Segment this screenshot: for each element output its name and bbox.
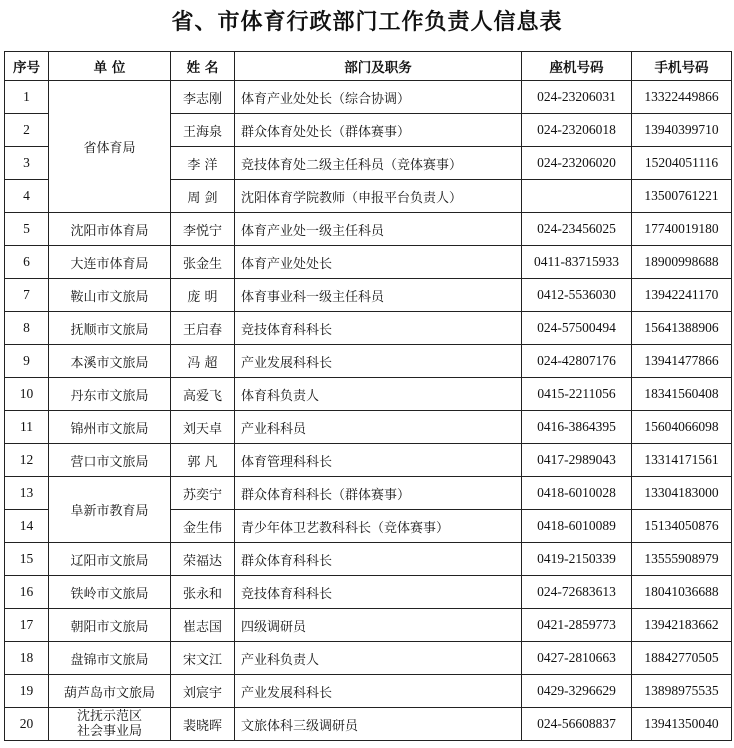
dept-cell: 青少年体卫艺教科科长（竞体赛事） bbox=[235, 510, 522, 543]
seq-cell: 17 bbox=[5, 609, 49, 642]
dept-cell: 群众体育科科长 bbox=[235, 543, 522, 576]
landline-cell: 024-23206031 bbox=[522, 81, 632, 114]
mobile-cell: 15204051116 bbox=[632, 147, 732, 180]
header-dept: 部门及职务 bbox=[235, 52, 522, 81]
landline-cell: 0415-2211056 bbox=[522, 378, 632, 411]
unit-cell: 鞍山市文旅局 bbox=[49, 279, 171, 312]
landline-cell: 024-56608837 bbox=[522, 708, 632, 741]
landline-cell: 024-23206020 bbox=[522, 147, 632, 180]
mobile-cell: 18842770505 bbox=[632, 642, 732, 675]
dept-cell: 群众体育处处长（群体赛事） bbox=[235, 114, 522, 147]
table-header-row bbox=[5, 52, 732, 81]
unit-cell: 辽阳市文旅局 bbox=[49, 543, 171, 576]
table-row bbox=[5, 444, 732, 477]
seq-cell: 18 bbox=[5, 642, 49, 675]
name-cell: 金生伟 bbox=[171, 510, 235, 543]
seq-cell: 6 bbox=[5, 246, 49, 279]
mobile-cell: 13322449866 bbox=[632, 81, 732, 114]
table-row bbox=[5, 378, 732, 411]
table-row bbox=[5, 642, 732, 675]
table-row bbox=[5, 246, 732, 279]
name-cell: 刘天卓 bbox=[171, 411, 235, 444]
name-cell: 刘宸宇 bbox=[171, 675, 235, 708]
name-cell: 李志刚 bbox=[171, 81, 235, 114]
dept-cell: 体育事业科一级主任科员 bbox=[235, 279, 522, 312]
mobile-cell: 15604066098 bbox=[632, 411, 732, 444]
dept-cell: 沈阳体育学院教师（申报平台负责人） bbox=[235, 180, 522, 213]
name-cell: 周 剑 bbox=[171, 180, 235, 213]
seq-cell: 5 bbox=[5, 213, 49, 246]
header-landline: 座机号码 bbox=[522, 52, 632, 81]
landline-cell: 0421-2859773 bbox=[522, 609, 632, 642]
mobile-cell: 13500761221 bbox=[632, 180, 732, 213]
name-cell: 冯 超 bbox=[171, 345, 235, 378]
dept-cell: 竞技体育科科长 bbox=[235, 576, 522, 609]
landline-cell: 024-23456025 bbox=[522, 213, 632, 246]
seq-cell: 12 bbox=[5, 444, 49, 477]
name-cell: 张永和 bbox=[171, 576, 235, 609]
unit-cell: 省体育局 bbox=[49, 81, 171, 213]
mobile-cell: 15641388906 bbox=[632, 312, 732, 345]
seq-cell: 11 bbox=[5, 411, 49, 444]
name-cell: 王启春 bbox=[171, 312, 235, 345]
mobile-cell: 13941350040 bbox=[632, 708, 732, 741]
unit-cell: 营口市文旅局 bbox=[49, 444, 171, 477]
name-cell: 崔志国 bbox=[171, 609, 235, 642]
dept-cell: 竞技体育科科长 bbox=[235, 312, 522, 345]
seq-cell: 10 bbox=[5, 378, 49, 411]
table-row bbox=[5, 213, 732, 246]
dept-cell: 体育科负责人 bbox=[235, 378, 522, 411]
unit-cell: 本溪市文旅局 bbox=[49, 345, 171, 378]
landline-cell: 0427-2810663 bbox=[522, 642, 632, 675]
unit-cell bbox=[49, 708, 171, 741]
mobile-cell: 13941477866 bbox=[632, 345, 732, 378]
seq-cell: 9 bbox=[5, 345, 49, 378]
table-row bbox=[5, 411, 732, 444]
header-mobile: 手机号码 bbox=[632, 52, 732, 81]
dept-cell: 体育产业处处长（综合协调） bbox=[235, 81, 522, 114]
seq-cell: 7 bbox=[5, 279, 49, 312]
table-row bbox=[5, 81, 732, 114]
mobile-cell: 13555908979 bbox=[632, 543, 732, 576]
table-row bbox=[5, 477, 732, 510]
mobile-cell: 13940399710 bbox=[632, 114, 732, 147]
mobile-cell: 18341560408 bbox=[632, 378, 732, 411]
dept-cell: 体育产业处一级主任科员 bbox=[235, 213, 522, 246]
dept-cell: 体育产业处处长 bbox=[235, 246, 522, 279]
header-name: 姓 名 bbox=[171, 52, 235, 81]
landline-cell: 024-72683613 bbox=[522, 576, 632, 609]
name-cell: 李悦宁 bbox=[171, 213, 235, 246]
name-cell: 荣福达 bbox=[171, 543, 235, 576]
mobile-cell: 17740019180 bbox=[632, 213, 732, 246]
dept-cell: 体育管理科科长 bbox=[235, 444, 522, 477]
unit-cell: 锦州市文旅局 bbox=[49, 411, 171, 444]
name-cell: 庞 明 bbox=[171, 279, 235, 312]
dept-cell: 四级调研员 bbox=[235, 609, 522, 642]
seq-cell: 2 bbox=[5, 114, 49, 147]
unit-line-2: 社会事业局 bbox=[76, 724, 142, 739]
page-title: 省、市体育行政部门工作负责人信息表 bbox=[171, 10, 563, 35]
mobile-cell: 13304183000 bbox=[632, 477, 732, 510]
seq-cell: 14 bbox=[5, 510, 49, 543]
name-cell: 王海泉 bbox=[171, 114, 235, 147]
landline-cell: 0416-3864395 bbox=[522, 411, 632, 444]
table-row bbox=[5, 543, 732, 576]
landline-cell: 024-23206018 bbox=[522, 114, 632, 147]
landline-cell: 024-57500494 bbox=[522, 312, 632, 345]
unit-cell: 大连市体育局 bbox=[49, 246, 171, 279]
landline-cell: 0411-83715933 bbox=[522, 246, 632, 279]
dept-cell: 产业科负责人 bbox=[235, 642, 522, 675]
seq-cell: 13 bbox=[5, 477, 49, 510]
table-row bbox=[5, 345, 732, 378]
table-row bbox=[5, 312, 732, 345]
table-row bbox=[5, 279, 732, 312]
seq-cell: 16 bbox=[5, 576, 49, 609]
unit-cell: 沈阳市体育局 bbox=[49, 213, 171, 246]
dept-cell: 文旅体科三级调研员 bbox=[235, 708, 522, 741]
unit-cell: 朝阳市文旅局 bbox=[49, 609, 171, 642]
mobile-cell: 13314171561 bbox=[632, 444, 732, 477]
table-row bbox=[5, 576, 732, 609]
dept-cell: 产业发展科科长 bbox=[235, 675, 522, 708]
info-table bbox=[4, 51, 732, 741]
unit-cell: 盘锦市文旅局 bbox=[49, 642, 171, 675]
mobile-cell: 18900998688 bbox=[632, 246, 732, 279]
unit-cell: 铁岭市文旅局 bbox=[49, 576, 171, 609]
table-row bbox=[5, 675, 732, 708]
name-cell: 张金生 bbox=[171, 246, 235, 279]
table-row bbox=[5, 609, 732, 642]
seq-cell: 3 bbox=[5, 147, 49, 180]
landline-cell: 0418-6010028 bbox=[522, 477, 632, 510]
name-cell: 李 洋 bbox=[171, 147, 235, 180]
mobile-cell: 15134050876 bbox=[632, 510, 732, 543]
name-cell: 宋文江 bbox=[171, 642, 235, 675]
mobile-cell: 13942241170 bbox=[632, 279, 732, 312]
seq-cell: 15 bbox=[5, 543, 49, 576]
landline-cell: 0418-6010089 bbox=[522, 510, 632, 543]
dept-cell: 产业科科员 bbox=[235, 411, 522, 444]
seq-cell: 19 bbox=[5, 675, 49, 708]
dept-cell: 群众体育科科长（群体赛事） bbox=[235, 477, 522, 510]
name-cell: 苏奕宁 bbox=[171, 477, 235, 510]
unit-line-1: 沈抚示范区 bbox=[76, 709, 142, 724]
name-cell: 裴晓晖 bbox=[171, 708, 235, 741]
name-cell: 高爱飞 bbox=[171, 378, 235, 411]
mobile-cell: 18041036688 bbox=[632, 576, 732, 609]
seq-cell: 8 bbox=[5, 312, 49, 345]
header-seq: 序号 bbox=[5, 52, 49, 81]
landline-cell: 0412-5536030 bbox=[522, 279, 632, 312]
seq-cell: 4 bbox=[5, 180, 49, 213]
unit-cell: 葫芦岛市文旅局 bbox=[49, 675, 171, 708]
seq-cell: 1 bbox=[5, 81, 49, 114]
dept-cell: 竞技体育处二级主任科员（竞体赛事） bbox=[235, 147, 522, 180]
name-cell: 郭 凡 bbox=[171, 444, 235, 477]
landline-cell: 0429-3296629 bbox=[522, 675, 632, 708]
seq-cell: 20 bbox=[5, 708, 49, 741]
unit-cell: 阜新市教育局 bbox=[49, 477, 171, 543]
header-unit: 单 位 bbox=[49, 52, 171, 81]
landline-cell: 0417-2989043 bbox=[522, 444, 632, 477]
landline-cell bbox=[522, 180, 632, 213]
unit-cell: 抚顺市文旅局 bbox=[49, 312, 171, 345]
dept-cell: 产业发展科科长 bbox=[235, 345, 522, 378]
landline-cell: 024-42807176 bbox=[522, 345, 632, 378]
mobile-cell: 13898975535 bbox=[632, 675, 732, 708]
unit-cell: 丹东市文旅局 bbox=[49, 378, 171, 411]
mobile-cell: 13942183662 bbox=[632, 609, 732, 642]
landline-cell: 0419-2150339 bbox=[522, 543, 632, 576]
table-row bbox=[5, 708, 732, 741]
